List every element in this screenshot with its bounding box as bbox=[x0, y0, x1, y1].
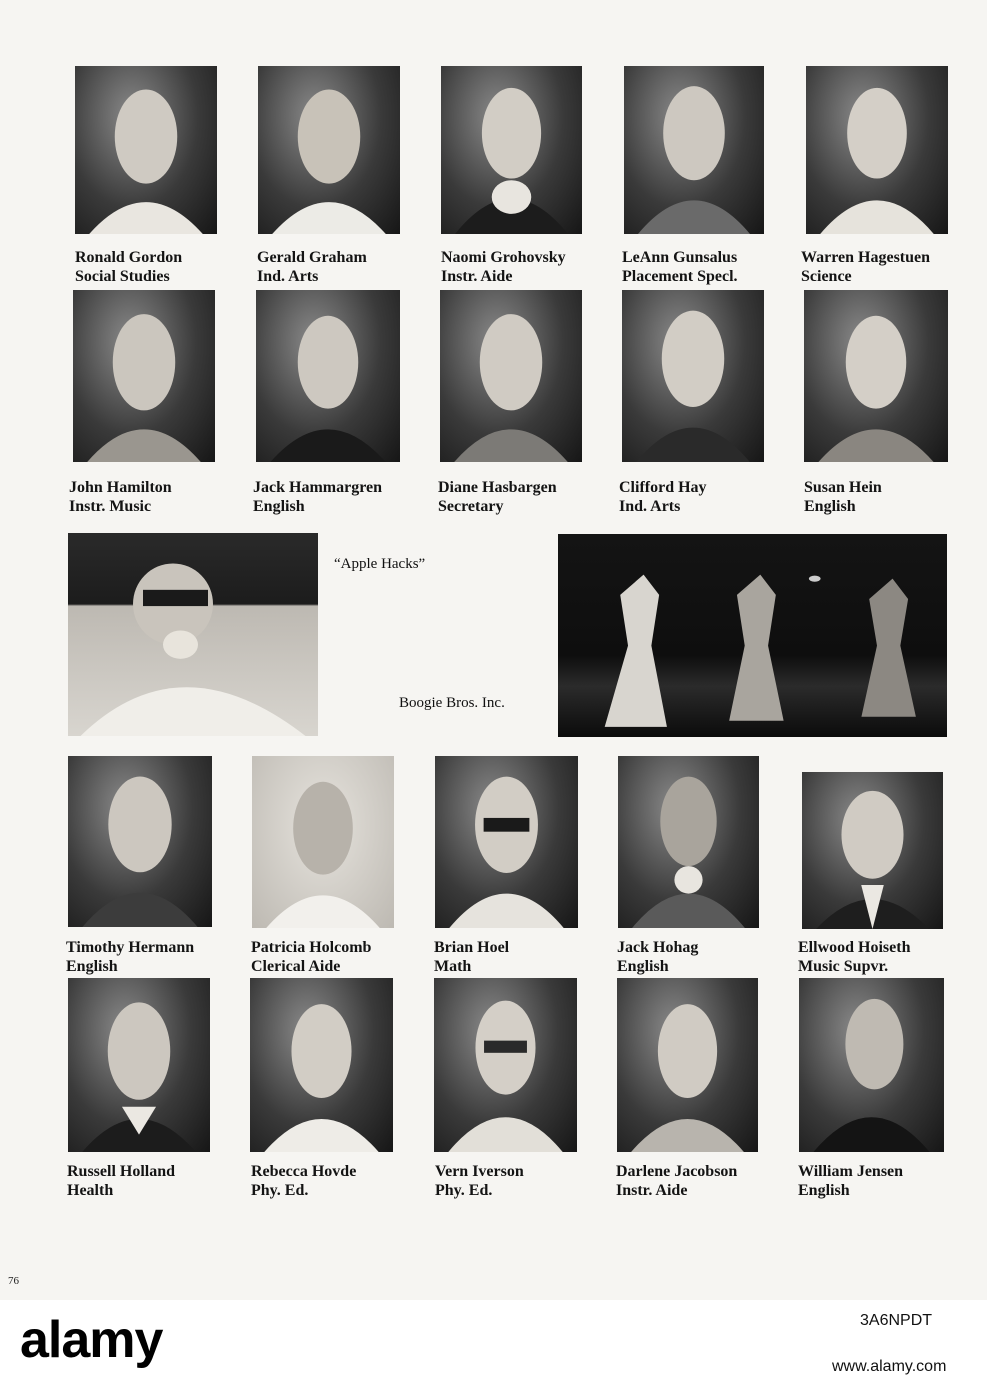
staff-role: Ind. Arts bbox=[619, 498, 681, 515]
staff-caption bbox=[257, 248, 367, 286]
staff-role: Secretary bbox=[438, 498, 504, 515]
staff-name: Clifford Hay bbox=[619, 479, 707, 496]
staff-role: English bbox=[66, 958, 118, 975]
feature-caption-left: “Apple Hacks” bbox=[334, 556, 426, 572]
staff-caption bbox=[801, 248, 930, 286]
staff-caption bbox=[798, 938, 910, 976]
staff-caption bbox=[434, 938, 509, 976]
staff-role: Health bbox=[67, 1182, 114, 1199]
staff-caption bbox=[251, 1162, 356, 1200]
staff-name: Jack Hohag bbox=[617, 939, 699, 956]
staff-name: Rebecca Hovde bbox=[251, 1163, 357, 1180]
staff-caption bbox=[69, 478, 172, 516]
portrait-photo bbox=[68, 978, 210, 1152]
staff-name: Jack Hammargren bbox=[253, 479, 383, 496]
apple-hacks-photo bbox=[68, 533, 318, 736]
feature-caption-right: Boogie Bros. Inc. bbox=[399, 695, 505, 711]
image-id: 3A6NPDT bbox=[860, 1312, 933, 1329]
staff-role: Ind. Arts bbox=[257, 268, 319, 285]
portrait-photo bbox=[617, 978, 758, 1152]
staff-caption bbox=[438, 478, 557, 516]
staff-role: Clerical Aide bbox=[251, 958, 341, 975]
portrait-photo bbox=[250, 978, 393, 1152]
boogie-bros-photo bbox=[558, 534, 947, 737]
staff-name: Brian Hoel bbox=[434, 939, 510, 956]
staff-role: Math bbox=[434, 958, 472, 975]
staff-role: English bbox=[798, 1182, 850, 1199]
portrait-photo bbox=[624, 66, 764, 234]
staff-role: Phy. Ed. bbox=[251, 1182, 309, 1199]
portrait-photo bbox=[252, 756, 394, 928]
staff-caption bbox=[66, 938, 194, 976]
staff-name: Diane Hasbargen bbox=[438, 479, 557, 496]
page-number: 76 bbox=[8, 1275, 19, 1287]
staff-name: Susan Hein bbox=[804, 479, 882, 496]
staff-caption bbox=[617, 938, 698, 976]
portrait-photo bbox=[258, 66, 400, 234]
staff-role: Instr. Aide bbox=[441, 268, 513, 285]
staff-name: Warren Hagestuen bbox=[801, 249, 931, 266]
staff-role: Social Studies bbox=[75, 268, 170, 285]
portrait-photo bbox=[622, 290, 764, 462]
portrait-photo bbox=[804, 290, 948, 462]
portrait-photo bbox=[440, 290, 582, 462]
portrait-photo bbox=[435, 756, 578, 928]
staff-role: English bbox=[253, 498, 305, 515]
staff-caption bbox=[253, 478, 382, 516]
staff-role: Instr. Aide bbox=[616, 1182, 688, 1199]
staff-caption bbox=[798, 1162, 903, 1200]
portrait-photo bbox=[68, 756, 212, 927]
staff-caption bbox=[251, 938, 371, 976]
staff-name: William Jensen bbox=[798, 1163, 904, 1180]
portrait-photo bbox=[75, 66, 217, 234]
portrait-photo bbox=[802, 772, 943, 929]
staff-name: John Hamilton bbox=[69, 479, 172, 496]
portrait-photo bbox=[618, 756, 759, 928]
staff-name: Vern Iverson bbox=[435, 1163, 524, 1180]
image-url: www.alamy.com bbox=[832, 1358, 947, 1375]
staff-role: English bbox=[804, 498, 856, 515]
portrait-photo bbox=[441, 66, 582, 234]
staff-role: Music Supvr. bbox=[798, 958, 889, 975]
staff-name: Ronald Gordon bbox=[75, 249, 183, 266]
portrait-photo bbox=[806, 66, 948, 234]
staff-name: Gerald Graham bbox=[257, 249, 367, 266]
staff-name: Patricia Holcomb bbox=[251, 939, 372, 956]
staff-role: Placement Specl. bbox=[622, 268, 738, 285]
staff-caption bbox=[616, 1162, 737, 1200]
staff-role: Science bbox=[801, 268, 852, 285]
staff-caption bbox=[622, 248, 738, 286]
portrait-photo bbox=[434, 978, 577, 1152]
staff-caption bbox=[804, 478, 882, 516]
staff-caption bbox=[75, 248, 182, 286]
staff-role: Phy. Ed. bbox=[435, 1182, 493, 1199]
staff-name: Naomi Grohovsky bbox=[441, 249, 566, 266]
portrait-photo bbox=[73, 290, 215, 462]
staff-name: Russell Holland bbox=[67, 1163, 176, 1180]
staff-role: English bbox=[617, 958, 669, 975]
staff-caption bbox=[619, 478, 707, 516]
portrait-photo bbox=[256, 290, 400, 462]
staff-name: Darlene Jacobson bbox=[616, 1163, 738, 1180]
alamy-logo: alamy bbox=[20, 1311, 163, 1369]
portrait-photo bbox=[799, 978, 944, 1152]
staff-name: Ellwood Hoiseth bbox=[798, 939, 911, 956]
staff-name: LeAnn Gunsalus bbox=[622, 249, 738, 266]
staff-caption bbox=[67, 1162, 175, 1200]
staff-caption bbox=[435, 1162, 524, 1200]
staff-name: Timothy Hermann bbox=[66, 939, 195, 956]
staff-role: Instr. Music bbox=[69, 498, 152, 515]
staff-caption bbox=[441, 248, 566, 286]
